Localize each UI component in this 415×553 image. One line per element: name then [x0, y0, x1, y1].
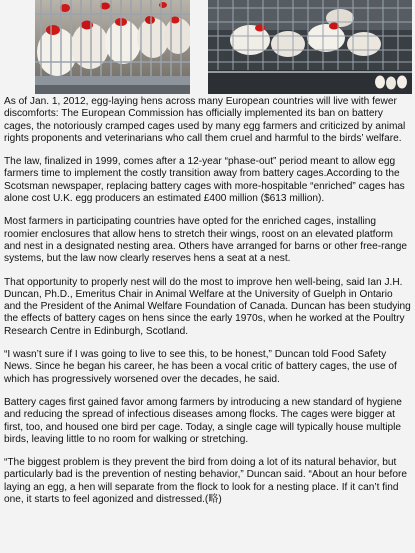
article-paragraph-5: “I wasn’t sure if I was going to live to see this, to be honest,” Duncan told Food Safety News. Since he began his career, he has been a vocal critic of battery cages, the use of which has progressively worsened over the decades, he said.	[4, 349, 397, 385]
article-paragraph-2: The law, finalized in 1999, comes after a 12-year “phase-out” period meant to allow egg farmers time to implement the costly transition away from battery cages.According to the Scotsman newspaper, replacing battery cages with more-hospitable “enriched” cages has alone cost U.K. egg producers an estimated £400 million ($613 million).	[4, 156, 405, 205]
battery-cage-eggs-illustration	[208, 0, 412, 94]
article-paragraph-6: Battery cages first gained favor among farmers by introducing a new standard of hygiene and reducing the spread of infectious diseases among flocks. The cages were bigger at first, too, and housed one bird per cage. Today, a single cage will typically house multiple birds, leaving little to no room for walking or stretching.	[4, 396, 402, 445]
article-paragraph-3: Most farmers in participating countries have opted for the enriched cages, installing roomier enclosures that allow hens to stretch their wings, roost on an elevated platform and nest in a designated nesting area. Others have arranged for barns or other free-range systems, but the law now clearly reserves hens a seat at a nest.	[4, 216, 408, 265]
hens-in-cages-illustration	[35, 0, 190, 94]
photo-hens-in-cages	[35, 0, 190, 94]
photo-battery-cage-eggs	[208, 0, 412, 94]
photo-strip	[0, 0, 415, 95]
article-paragraph-7: “The biggest problem is they prevent the bird from doing a lot of its natural behavior, but particularly bad is the prevention of nesting behavior,” Duncan said. “About an hour before laying an egg, a hen will separate from the flock to look for a nesting place. If it can’t find one, it starts to feel agonized and distressed.(略)	[4, 457, 407, 506]
article-paragraph-4: That opportunity to properly nest will do the most to improve hen well-being, said Ian J.H. Duncan, Ph.D., Emeritus Chair in Animal Welfare at the University of Guelph in Ontario and the President of the Animal Welfare Foundation of Canada. Duncan has been studying the effects of battery cages on hens since the early 1970s, when he worked at the Poultry Research Centre in Edinburgh, Scotland.	[4, 276, 411, 337]
article-body	[4, 96, 412, 506]
article-paragraph-1: As of Jan. 1, 2012, egg-laying hens across many European countries will live with fewer discomforts: The European Commission has officially implemented its ban on battery cages, the notoriously cramped cages used by many egg farmers and criticized by animal rights proponents and veterinarians who call them cruel and harmful to the birds’ welfare.	[4, 96, 406, 144]
